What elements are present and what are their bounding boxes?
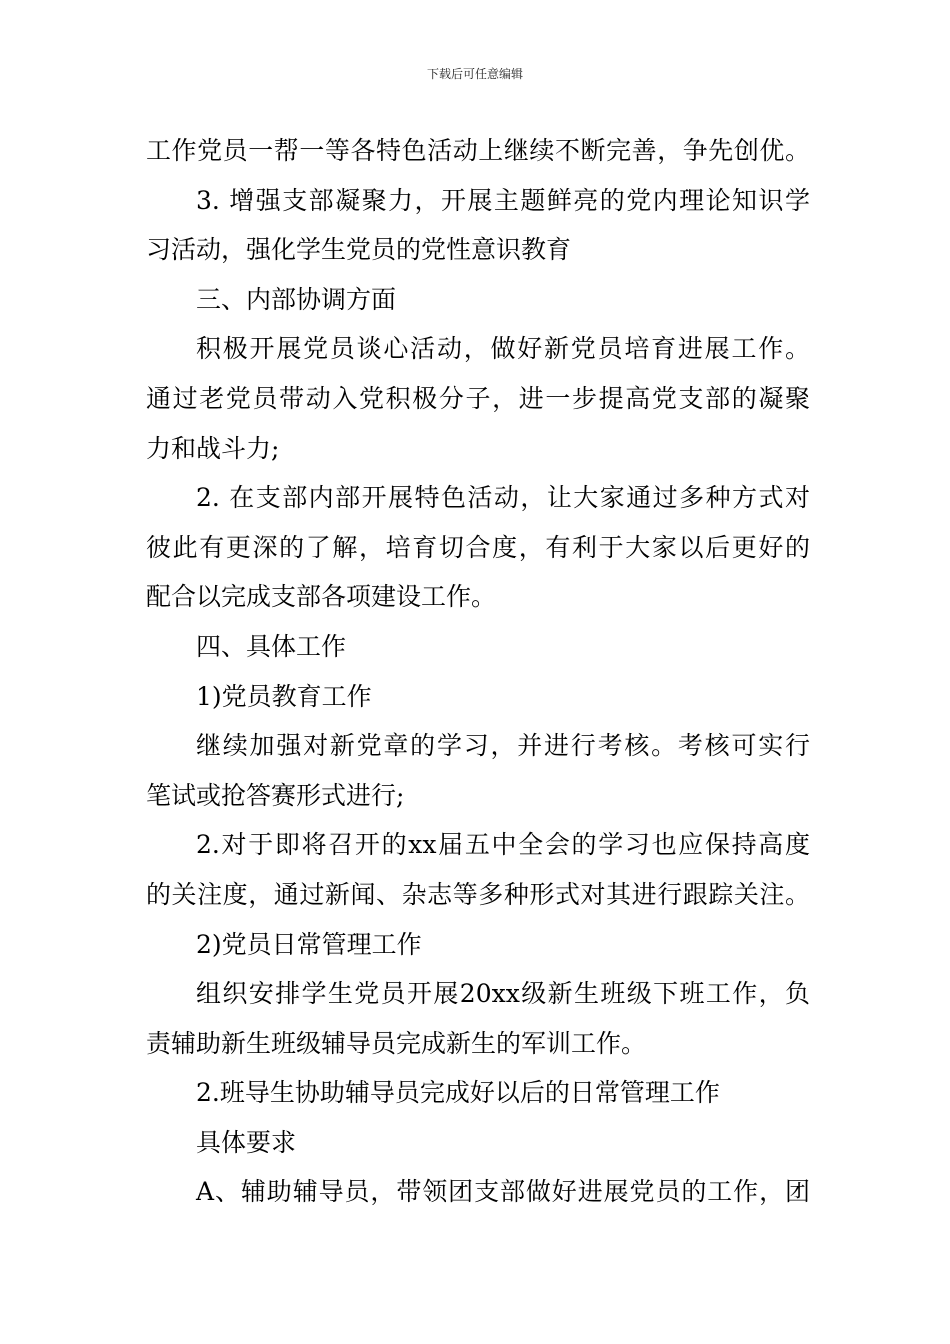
document-line: 通过老党员带动入党积极分子，进一步提高党支部的凝聚	[146, 383, 810, 413]
document-line: 的关注度，通过新闻、杂志等多种形式对其进行跟踪关注。	[146, 879, 810, 909]
document-line: 2. 在支部内部开展特色活动，让大家通过多种方式对	[196, 483, 810, 513]
document-line: 笔试或抢答赛形式进行;	[146, 780, 405, 810]
document-line: 配合以完成支部各项建设工作。	[146, 582, 497, 612]
document-line: 三、内部协调方面	[196, 284, 397, 314]
document-line: 工作党员一帮一等各特色活动上继续不断完善，争先创优。	[146, 136, 810, 165]
document-line: 2.班导生协助辅导员完成好以后的日常管理工作	[196, 1078, 720, 1108]
document-line: 2)党员日常管理工作	[196, 929, 422, 959]
document-line: 继续加强对新党章的学习，并进行考核。考核可实行	[196, 731, 810, 761]
document-body	[146, 126, 810, 1217]
document-line: 3. 增强支部凝聚力，开展主题鲜亮的党内理论知识学	[196, 185, 810, 215]
document-line: 组织安排学生党员开展20xx级新生班级下班工作，负	[196, 979, 810, 1009]
page-header-note: 下载后可任意编辑	[426, 67, 523, 81]
document-line: 责辅助新生班级辅导员完成新生的军训工作。	[146, 1028, 647, 1058]
document-line: 四、具体工作	[196, 631, 347, 661]
document-line: A、辅助辅导员，带领团支部做好进展党员的工作，团	[196, 1177, 810, 1207]
document-line: 力和战斗力;	[146, 433, 280, 463]
document-line: 具体要求	[196, 1127, 297, 1157]
document-line: 2.对于即将召开的xx届五中全会的学习也应保持高度	[196, 830, 810, 860]
document-line: 1)党员教育工作	[196, 681, 372, 711]
document-line: 习活动，强化学生党员的党性意识教育	[146, 235, 572, 265]
document-line: 积极开展党员谈心活动，做好新党员培育进展工作。	[196, 334, 810, 364]
document-line: 彼此有更深的了解，培育切合度，有利于大家以后更好的	[146, 532, 810, 562]
